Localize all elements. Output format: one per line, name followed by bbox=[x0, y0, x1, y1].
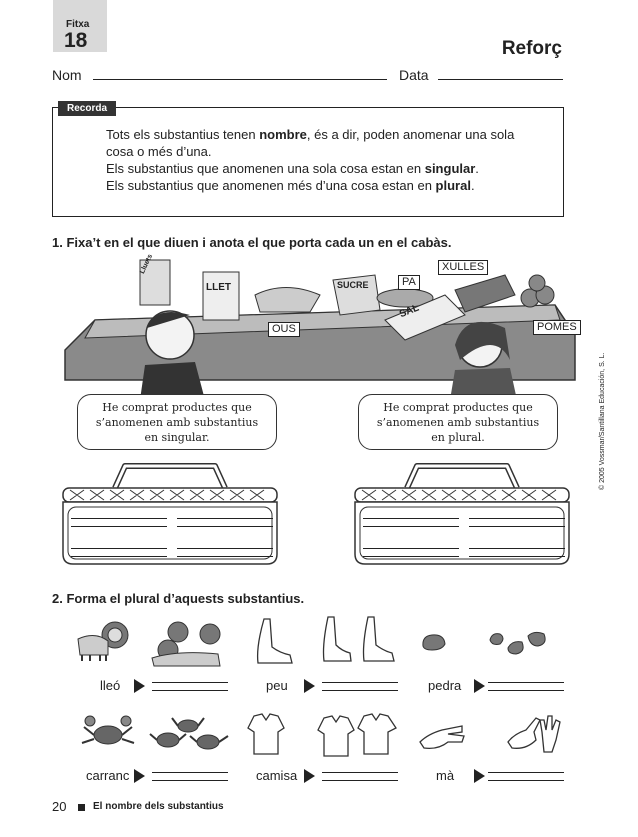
package-label-lluets: Lluets bbox=[139, 253, 155, 275]
lion-icon bbox=[70, 617, 134, 663]
word-camisa: camisa bbox=[256, 768, 298, 783]
fitxa-number: 18 bbox=[64, 29, 88, 52]
fitxa-label: Fitxa bbox=[66, 19, 90, 30]
basket-plural bbox=[352, 458, 572, 568]
page-number: 20 bbox=[52, 799, 67, 814]
tag-xulles: XULLES bbox=[438, 260, 488, 275]
tag-ous: OUS bbox=[268, 322, 300, 337]
word-lleo: lleó bbox=[100, 678, 121, 693]
basket-singular-line-6[interactable] bbox=[177, 548, 273, 549]
basket-plural-line-3[interactable] bbox=[363, 526, 459, 527]
basket-plural-line-8[interactable] bbox=[469, 556, 565, 557]
answer-line-lleo-2[interactable] bbox=[152, 690, 228, 691]
speech-bubble-plural: He comprat productes que s’anomenen amb substantius en plural. bbox=[358, 394, 558, 450]
arrow-right-icon bbox=[304, 679, 315, 693]
stone-icon bbox=[420, 632, 448, 652]
answer-line-pedra-1[interactable] bbox=[488, 682, 564, 683]
recorda-line-2: Els substantius que anomenen una sola cosa estan en singular. bbox=[106, 161, 479, 176]
answer-line-lleo-1[interactable] bbox=[152, 682, 228, 683]
tag-pa: PA bbox=[398, 275, 420, 290]
basket-singular-line-8[interactable] bbox=[177, 556, 273, 557]
tag-pomes: POMES bbox=[533, 320, 581, 335]
foot-icon bbox=[240, 617, 300, 667]
arrow-right-icon bbox=[134, 679, 145, 693]
recorda-line-3: Els substantius que anomenen més d’una cosa estan en plural. bbox=[106, 178, 475, 193]
recorda-line-1: Tots els substantius tenen nombre, és a dir, poden anomenar una sola cosa o més d’una. bbox=[106, 127, 515, 159]
basket-singular bbox=[60, 458, 280, 568]
answer-line-peu-2[interactable] bbox=[322, 690, 398, 691]
question-2-title: 2. Forma el plural d’aquests substantius. bbox=[52, 591, 305, 606]
answer-line-carranc-1[interactable] bbox=[152, 772, 228, 773]
nom-field[interactable] bbox=[93, 79, 387, 80]
copyright-note: © 2005 Vossmar/Santillana Educación, S. L. bbox=[599, 352, 606, 490]
stones-icon bbox=[488, 628, 550, 662]
worksheet-type: Reforç bbox=[501, 38, 562, 59]
speech-bubble-singular: He comprat productes que s’anomenen amb substantius en singular. bbox=[77, 394, 277, 450]
footer-square-icon bbox=[78, 804, 85, 811]
package-label-sal: SAL bbox=[398, 302, 421, 321]
shirt-icon bbox=[244, 712, 288, 756]
question-1-title: 1. Fixa’t en el que diuen i anota el que porta cada un en el cabàs. bbox=[52, 235, 452, 250]
package-label-llet: LLET bbox=[206, 282, 231, 293]
basket-plural-line-2[interactable] bbox=[469, 518, 565, 519]
hands-icon bbox=[506, 712, 562, 754]
data-field[interactable] bbox=[438, 79, 563, 80]
data-label: Data bbox=[399, 67, 429, 83]
supermarket-illustration bbox=[55, 250, 580, 400]
basket-plural-line-1[interactable] bbox=[363, 518, 459, 519]
recorda-text bbox=[106, 126, 526, 194]
answer-line-peu-1[interactable] bbox=[322, 682, 398, 683]
basket-plural-line-5[interactable] bbox=[363, 548, 459, 549]
basket-plural-line-7[interactable] bbox=[363, 556, 459, 557]
answer-line-camisa-1[interactable] bbox=[322, 772, 398, 773]
shirts-icon bbox=[316, 712, 400, 758]
arrow-right-icon bbox=[304, 769, 315, 783]
feet-icon bbox=[318, 615, 400, 667]
basket-singular-line-1[interactable] bbox=[71, 518, 167, 519]
arrow-right-icon bbox=[474, 679, 485, 693]
basket-singular-line-3[interactable] bbox=[71, 526, 167, 527]
word-carranc: carranc bbox=[86, 768, 130, 783]
answer-line-ma-1[interactable] bbox=[488, 772, 564, 773]
word-peu: peu bbox=[266, 678, 288, 693]
lions-icon bbox=[148, 620, 226, 668]
crabs-icon bbox=[148, 712, 232, 754]
basket-singular-line-7[interactable] bbox=[71, 556, 167, 557]
arrow-right-icon bbox=[134, 769, 145, 783]
answer-line-ma-2[interactable] bbox=[488, 780, 564, 781]
basket-singular-line-5[interactable] bbox=[71, 548, 167, 549]
hand-icon bbox=[418, 722, 466, 752]
basket-singular-line-4[interactable] bbox=[177, 526, 273, 527]
recorda-tab: Recorda bbox=[58, 101, 116, 116]
crab-icon bbox=[80, 713, 136, 751]
package-label-sucre: SUCRE bbox=[337, 280, 369, 290]
basket-singular-line-2[interactable] bbox=[177, 518, 273, 519]
basket-plural-line-4[interactable] bbox=[469, 526, 565, 527]
word-ma: mà bbox=[436, 768, 455, 783]
answer-line-pedra-2[interactable] bbox=[488, 690, 564, 691]
answer-line-camisa-2[interactable] bbox=[322, 780, 398, 781]
nom-label: Nom bbox=[52, 67, 82, 83]
arrow-right-icon bbox=[474, 769, 485, 783]
basket-plural-line-6[interactable] bbox=[469, 548, 565, 549]
answer-line-carranc-2[interactable] bbox=[152, 780, 228, 781]
word-pedra: pedra bbox=[428, 678, 462, 693]
footer-title: El nombre dels substantius bbox=[93, 801, 224, 812]
